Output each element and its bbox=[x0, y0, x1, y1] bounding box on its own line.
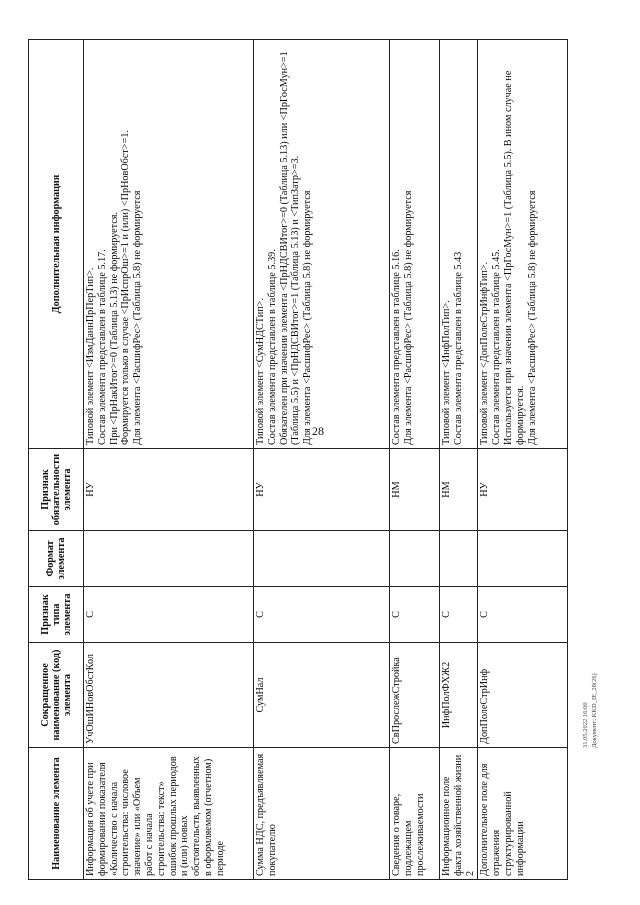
cell-required: НМ bbox=[390, 449, 440, 531]
cell-code: УчОшИНовОбстКол bbox=[84, 643, 254, 748]
cell-info bbox=[84, 40, 254, 449]
table-header-row bbox=[29, 40, 84, 880]
header-element-required: Признак обязательности элемента bbox=[29, 449, 84, 531]
cell-info bbox=[254, 40, 390, 449]
cell-format bbox=[390, 531, 440, 587]
header-additional-info: Дополнительная информация bbox=[29, 40, 84, 449]
cell-type: С bbox=[254, 587, 390, 643]
cell-code: СвПрослежСтройка bbox=[390, 643, 440, 748]
info-line: Для элемента <РасшифРес> (Таблица 5.8) не формируется bbox=[526, 190, 538, 445]
table-row bbox=[390, 40, 440, 880]
cell-name: Дополнительное поле для отражения структурированной информации bbox=[478, 748, 568, 880]
cell-info bbox=[390, 40, 440, 449]
table-row bbox=[440, 40, 478, 880]
header-element-type: Признак типа элемента bbox=[29, 587, 84, 643]
info-line: Состав элемента представлен в таблице 5.45. bbox=[491, 249, 503, 445]
cell-code: ИнфПолФХЖ2 bbox=[440, 643, 478, 748]
info-line: Состав элемента представлен в таблице 5.43 bbox=[452, 251, 464, 445]
info-line: Для элемента <РасшифРес> (Таблица 5.8) не формируется bbox=[402, 190, 414, 445]
info-line: Формируется только в случае <ПрИспрОш>=1 и (или) <ПрНовОбст>=1. bbox=[120, 130, 132, 445]
info-line: Типовой элемент <ИнфПолТип>. bbox=[441, 300, 452, 445]
table-row bbox=[254, 40, 390, 880]
cell-format bbox=[478, 531, 568, 587]
info-line: Для элемента <РасшифРес> (Таблица 5.8) не формируется bbox=[132, 190, 144, 445]
document-stamp bbox=[581, 673, 640, 748]
cell-info bbox=[478, 40, 568, 449]
info-line: Состав элемента представлен в таблице 5.16. bbox=[391, 249, 402, 445]
header-element-format: Формат элемента bbox=[29, 531, 84, 587]
cell-format bbox=[254, 531, 390, 587]
cell-name: Сведения о товаре, подлежащем прослеживаемости bbox=[390, 748, 440, 880]
cell-code: СумНал bbox=[254, 643, 390, 748]
stamp-line-1: 31.05.2022 16:00 bbox=[582, 702, 589, 748]
info-line: Типовой элемент <ДопПолеСтрИнфТип>. bbox=[479, 261, 491, 445]
info-line: Типовой элемент <ИзмДаннПрПерТип>. bbox=[85, 267, 96, 445]
cell-info bbox=[440, 40, 478, 449]
cell-required: НУ bbox=[478, 449, 568, 531]
stamp-line-2: Документ: KKD_IE_28(26) bbox=[591, 673, 598, 748]
cell-name: Информация об учете при формировании показателя «Количество с начала строительства: числовое значение» или «Объем работ с начала строительства: текст» ошибок прошлых периодов и (или) новых обстоятельств, выявленных в оформляемом (отчетном) периоде bbox=[84, 748, 254, 880]
cell-required: НУ bbox=[84, 449, 254, 531]
cell-code: ДопПолеСтрИнф bbox=[478, 643, 568, 748]
info-line: Состав элемента представлен в таблице 5.39. bbox=[266, 249, 278, 445]
cell-name: Сумма НДС, предъявляемая покупателю bbox=[254, 748, 390, 880]
cell-required: НУ bbox=[254, 449, 390, 531]
header-element-code: Сокращенное наименование (код) элемента bbox=[29, 643, 84, 748]
cell-format bbox=[84, 531, 254, 587]
cell-format bbox=[440, 531, 478, 587]
header-element-name: Наименование элемента bbox=[29, 748, 84, 880]
cell-name: Информационное поле факта хозяйственной жизни 2 bbox=[440, 748, 478, 880]
cell-type: С bbox=[478, 587, 568, 643]
cell-type: С bbox=[84, 587, 254, 643]
info-line: Для элемента <РасшифРес> (Таблица 5.8) не формируется bbox=[302, 190, 314, 445]
cell-type: С bbox=[440, 587, 478, 643]
info-line: Обязателен при значении элемента <ПрНДСВИтог>=0 (Таблица 5.13) или <ПрГосМун>=1 (Таблица 5.5) и <ПрНДСВИтог>=1 (Таблица 5.13) и <ТипЗатр>=3. bbox=[278, 51, 302, 445]
cell-required: НМ bbox=[440, 449, 478, 531]
info-line: При <ПрНакИтог>=0 (Таблица 5.13) не формируется. bbox=[108, 211, 120, 445]
info-line: Состав элемента представлен в таблице 5.17. bbox=[96, 249, 108, 445]
element-specification-table bbox=[28, 39, 568, 880]
info-line: Используется при значении элемента <ПрГосМун>=1 (Таблица 5.5). В ином случае не формируется. bbox=[502, 70, 526, 445]
page-number: 28 bbox=[312, 424, 324, 438]
table-row bbox=[84, 40, 254, 880]
table-row bbox=[478, 40, 568, 880]
cell-type: С bbox=[390, 587, 440, 643]
rotated-table-container bbox=[28, 40, 568, 880]
info-line: Типовой элемент <СумНДСТип>. bbox=[255, 298, 266, 445]
